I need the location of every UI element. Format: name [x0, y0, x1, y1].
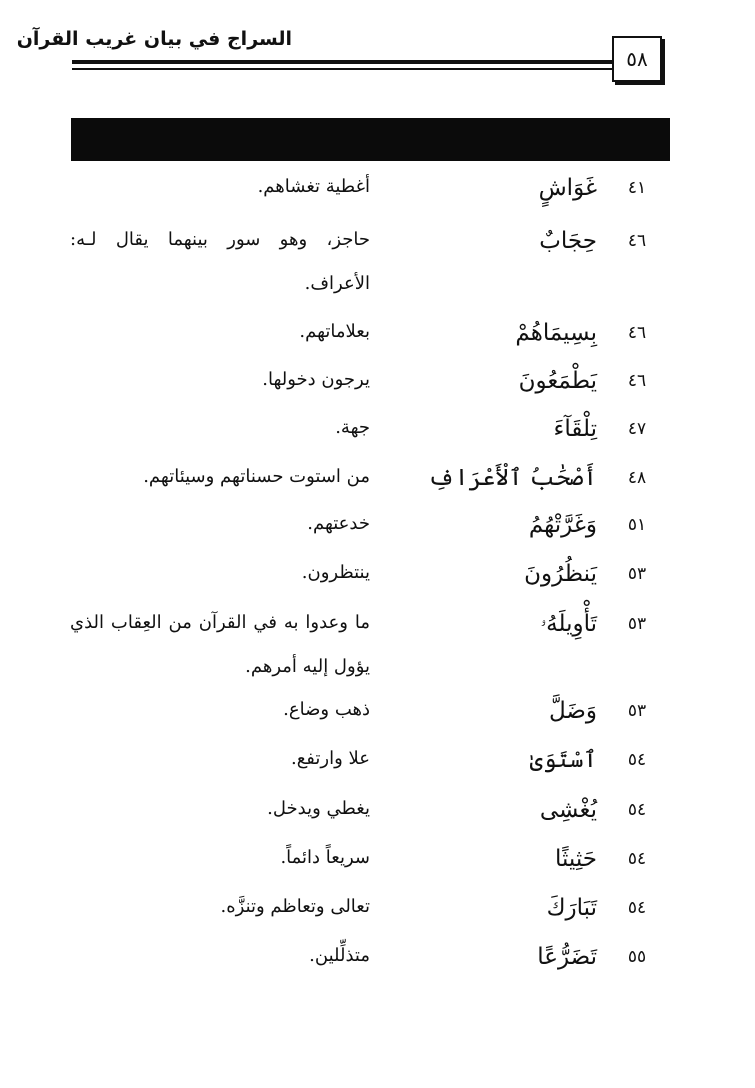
- word-meaning: تعالى وتعاظم وتنزَّه.: [220, 896, 370, 917]
- word-meaning: ينتظرون.: [301, 562, 370, 583]
- word-meaning: ذهب وضاع.: [283, 699, 370, 720]
- verse-number: ٥٤: [627, 849, 647, 869]
- verse-number: ٤٦: [627, 231, 647, 251]
- verse-number: ٤٧: [627, 419, 647, 439]
- word-meaning: بعلاماتهم.: [299, 321, 370, 342]
- word-meaning: من استوت حسناتهم وسيئاتهم.: [143, 466, 370, 487]
- word-meaning: ما وعدوا به في القرآن من العِقاب الذي يؤول إليه أمرهم.: [70, 612, 370, 677]
- quran-word: تَبَارَكَ: [546, 895, 597, 921]
- quran-word: تِلْقَآءَ: [553, 416, 597, 442]
- quran-word: حَثِيثًا: [554, 846, 597, 872]
- word-meaning: أغطية تغشاهم.: [257, 176, 370, 197]
- verse-number: ٥٣: [627, 701, 647, 721]
- word-meaning: سريعاً دائماً.: [280, 847, 370, 868]
- verse-number: ٥٤: [627, 898, 647, 918]
- quran-word: بِسِيمَاهُمْ: [515, 320, 597, 346]
- verse-number: ٥١: [627, 515, 647, 535]
- quran-word: ٱسْتَوَىٰ: [529, 747, 597, 773]
- verse-number: ٥٣: [627, 564, 647, 584]
- verse-number: ٥٤: [627, 800, 647, 820]
- quran-word: يَنظُرُونَ: [524, 561, 597, 587]
- verse-number: ٤٦: [627, 323, 647, 343]
- verse-number: ٤١: [627, 178, 647, 198]
- quran-word: تَضَرُّعًا: [537, 944, 597, 970]
- quran-word: أَصْحَٰبُ ٱلْأَعْرَافِ: [427, 465, 597, 491]
- running-title: السراج في بيان غريب القرآن: [16, 28, 292, 50]
- page-number: ٥٨: [612, 36, 662, 82]
- word-meaning: علا وارتفع.: [290, 748, 370, 769]
- quran-word: وَغَرَّتْهُمُ: [528, 512, 597, 538]
- quran-word: يَطْمَعُونَ: [518, 368, 597, 394]
- quran-word: غَوَاشٍ: [538, 175, 597, 201]
- word-meaning: خدعتهم.: [307, 513, 370, 534]
- quran-word: حِجَابٌ: [539, 228, 597, 254]
- verse-number: ٥٥: [627, 947, 647, 967]
- word-meaning: متذلِّلين.: [309, 945, 370, 966]
- verse-number: ٥٤: [627, 750, 647, 770]
- word-meaning: جهة.: [335, 417, 370, 438]
- word-meaning: يرجون دخولها.: [262, 369, 370, 390]
- verse-number: ٥٣: [627, 614, 647, 634]
- word-meaning: يغطي ويدخل.: [267, 798, 370, 819]
- quran-word: يُغْشِى: [539, 797, 597, 823]
- quran-word: وَضَلَّ: [548, 698, 597, 724]
- word-meaning: حاجز، وهو سور بينهما يقال لـه: الأعراف.: [70, 229, 370, 294]
- verse-number: ٤٦: [627, 371, 647, 391]
- verse-number: ٤٨: [627, 468, 647, 488]
- quran-word: تَأْوِيلَهُۥ: [540, 611, 597, 637]
